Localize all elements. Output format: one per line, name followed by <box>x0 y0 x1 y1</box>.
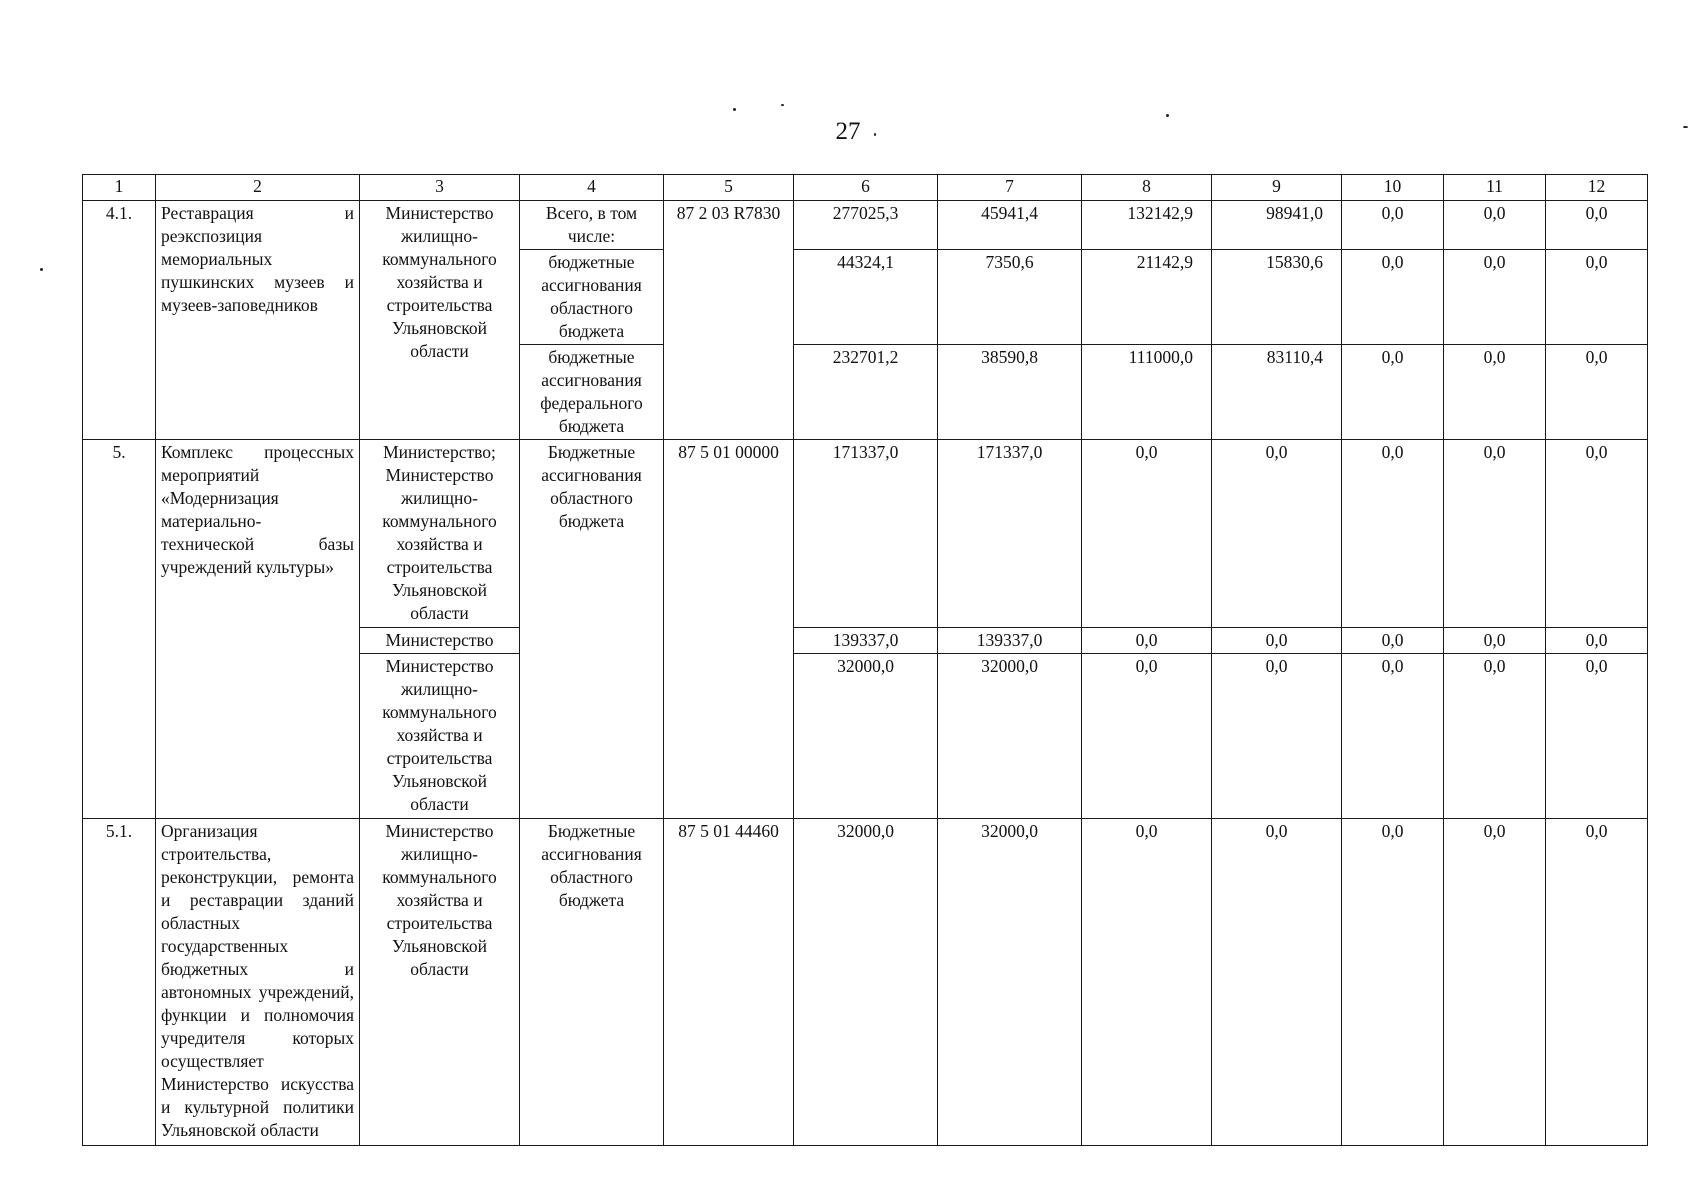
executor-cell: Министерство жилищно-коммунального хозяйства и строительства Ульяновской области <box>360 654 520 819</box>
value-year-6: 0,0 <box>1546 440 1648 628</box>
value-year-1: 45941,4 <box>938 201 1082 250</box>
column-number: 6 <box>794 175 938 201</box>
row-number: 5. <box>83 440 156 819</box>
scan-speck <box>1166 114 1169 117</box>
value-year-5: 0,0 <box>1444 628 1546 654</box>
value-year-6: 0,0 <box>1546 654 1648 819</box>
value-year-3: 0,0 <box>1212 628 1342 654</box>
column-number: 3 <box>360 175 520 201</box>
value-year-1: 139337,0 <box>938 628 1082 654</box>
value-total: 232701,2 <box>794 345 938 440</box>
value-year-4: 0,0 <box>1342 654 1444 819</box>
row-number: 5.1. <box>83 819 156 1146</box>
value-year-6: 0,0 <box>1546 250 1648 345</box>
table-row <box>83 819 1648 1146</box>
measure-name: Организация строительства, реконструкции, ремонта и реставрации зданий областных государственных бюджетных и автономных учреждений, функции и полномочия учредителя которых осуществляет Министерство искусства и культурной политики Ульяновской области <box>156 819 360 1146</box>
value-total: 44324,1 <box>794 250 938 345</box>
page-number: 27 <box>835 118 861 145</box>
value-year-3: 0,0 <box>1212 819 1342 1146</box>
executor-cell: Министерство; Министерство жилищно-коммунального хозяйства и строительства Ульяновской области <box>360 440 520 628</box>
column-number: 2 <box>156 175 360 201</box>
scan-speck <box>781 104 784 106</box>
funding-source: бюджетные ассигнования федерального бюджета <box>520 345 664 440</box>
value-year-2: 0,0 <box>1082 654 1212 819</box>
budget-code: 87 5 01 44460 <box>664 819 794 1146</box>
column-number: 8 <box>1082 175 1212 201</box>
column-number: 12 <box>1546 175 1648 201</box>
value-year-3: 15830,6 <box>1212 250 1342 345</box>
funding-source: Бюджетные ассигнования областного бюджета <box>520 819 664 1146</box>
executor-cell: Министерство жилищно-коммунального хозяйства и строительства Ульяновской области <box>360 201 520 440</box>
value-year-1: 38590,8 <box>938 345 1082 440</box>
value-year-1: 171337,0 <box>938 440 1082 628</box>
column-number: 7 <box>938 175 1082 201</box>
value-year-5: 0,0 <box>1444 250 1546 345</box>
executor-cell: Министерство <box>360 628 520 654</box>
value-year-6: 0,0 <box>1546 201 1648 250</box>
value-year-5: 0,0 <box>1444 201 1546 250</box>
value-year-2: 0,0 <box>1082 819 1212 1146</box>
value-year-3: 0,0 <box>1212 440 1342 628</box>
value-year-4: 0,0 <box>1342 628 1444 654</box>
budget-table <box>82 174 1648 1146</box>
value-year-4: 0,0 <box>1342 201 1444 250</box>
column-number: 4 <box>520 175 664 201</box>
value-year-1: 7350,6 <box>938 250 1082 345</box>
funding-source: бюджетные ассигнования областного бюджета <box>520 250 664 345</box>
value-year-3: 98941,0 <box>1212 201 1342 250</box>
column-number: 5 <box>664 175 794 201</box>
scan-speck <box>874 133 876 136</box>
value-total: 277025,3 <box>794 201 938 250</box>
value-year-4: 0,0 <box>1342 440 1444 628</box>
value-total: 139337,0 <box>794 628 938 654</box>
scan-speck <box>733 108 736 111</box>
value-year-6: 0,0 <box>1546 345 1648 440</box>
value-year-2: 0,0 <box>1082 628 1212 654</box>
table-row <box>83 201 1648 250</box>
value-total: 32000,0 <box>794 654 938 819</box>
value-year-5: 0,0 <box>1444 654 1546 819</box>
scan-speck <box>40 268 43 271</box>
column-number: 11 <box>1444 175 1546 201</box>
value-year-3: 83110,4 <box>1212 345 1342 440</box>
table-row <box>83 440 1648 628</box>
measure-name: Реставрация и реэкспозиция мемориальных пушкинских музеев и музеев-заповедников <box>156 201 360 440</box>
column-number-row <box>83 175 1648 201</box>
value-year-5: 0,0 <box>1444 345 1546 440</box>
scan-speck <box>1683 126 1688 128</box>
value-year-2: 0,0 <box>1082 440 1212 628</box>
value-year-1: 32000,0 <box>938 654 1082 819</box>
value-year-4: 0,0 <box>1342 250 1444 345</box>
measure-name: Комплекс процессных мероприятий «Модернизация материально-технической базы учреждений культуры» <box>156 440 360 819</box>
value-year-6: 0,0 <box>1546 819 1648 1146</box>
value-year-4: 0,0 <box>1342 345 1444 440</box>
value-year-2: 111000,0 <box>1082 345 1212 440</box>
row-number: 4.1. <box>83 201 156 440</box>
value-total: 171337,0 <box>794 440 938 628</box>
value-year-4: 0,0 <box>1342 819 1444 1146</box>
value-year-5: 0,0 <box>1444 440 1546 628</box>
value-year-3: 0,0 <box>1212 654 1342 819</box>
value-year-2: 132142,9 <box>1082 201 1212 250</box>
value-year-1: 32000,0 <box>938 819 1082 1146</box>
funding-source: Бюджетные ассигнования областного бюджета <box>520 440 664 819</box>
budget-code: 87 5 01 00000 <box>664 440 794 819</box>
column-number: 10 <box>1342 175 1444 201</box>
budget-code: 87 2 03 R7830 <box>664 201 794 440</box>
funding-source: Всего, в том числе: <box>520 201 664 250</box>
value-year-2: 21142,9 <box>1082 250 1212 345</box>
executor-cell: Министерство жилищно-коммунального хозяйства и строительства Ульяновской области <box>360 819 520 1146</box>
column-number: 1 <box>83 175 156 201</box>
column-number: 9 <box>1212 175 1342 201</box>
value-year-5: 0,0 <box>1444 819 1546 1146</box>
value-year-6: 0,0 <box>1546 628 1648 654</box>
value-total: 32000,0 <box>794 819 938 1146</box>
